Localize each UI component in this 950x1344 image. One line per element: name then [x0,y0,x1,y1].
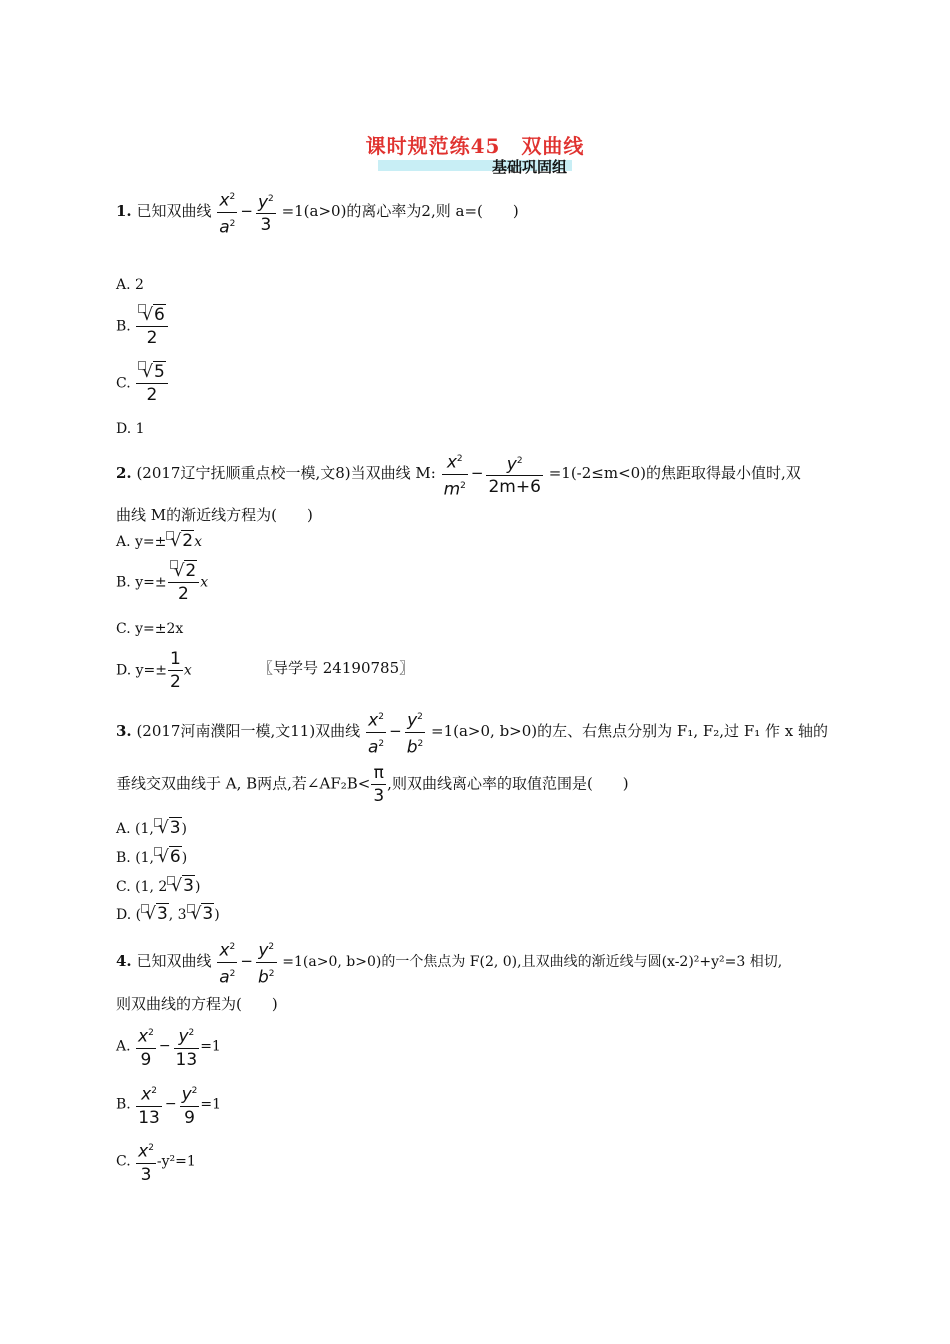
question-number: 1. [116,202,132,221]
option-b: B. y=± $\frac{√2}{2}$ x [116,561,209,604]
option-a: A. y=± √2x [116,531,202,551]
option-a: A. 2 [116,277,144,293]
option-c: C. (1, 2 √3) [116,876,201,896]
question-4-line2: 则双曲线的方程为( ) [116,995,278,1013]
question-2: 2. (2017辽宁抚顺重点校一模,文8)当双曲线 M: $\frac{x^2}{m^2}$ − $\frac{y^2}{2m+6}$ =1(-2≤m<0)的焦距取得最小值时,双 [116,448,801,500]
question-text: =1(a>0)的离心率为2,则 a=( ) [281,202,519,221]
option-b: B. $\frac{x^2}{13}$ − $\frac{y^2}{9}$ =1 [116,1080,221,1129]
option-b: B. $\frac{√6}{2}$ [116,304,169,349]
section-title: 基础巩固组 [492,158,568,176]
question-number: 4. [116,952,132,971]
question-4: 4. 已知双曲线 $\frac{x^2}{a^2}$ − $\frac{y^2}{b^2}$ =1(a>0, b>0)的一个焦点为 F(2, 0),且双曲线的渐近线与圆(x-2)²+y²=3 相切, [116,936,782,988]
option-b: B. (1, √6) [116,847,188,867]
option-c: C. y=±2x [116,621,184,637]
question-2-line2: 曲线 M的渐近线方程为( ) [116,506,313,524]
question-3: 3. (2017河南濮阳一模,文11)双曲线 $\frac{x^2}{a^2}$ − $\frac{y^2}{b^2}$ =1(a>0, b>0)的左、右焦点分别为 F₁, F₂,过 F₁ 作 x 轴的 [116,706,828,758]
option-c: C. $\frac{x^2}{3}$ -y²=1 [116,1137,196,1186]
option-c: C. $\frac{√5}{2}$ [116,361,169,406]
question-text: 已知双曲线 [136,202,212,221]
question-number: 2. [116,464,132,483]
option-a: A. (1, √3) [116,818,187,838]
option-d: D. 1 [116,421,145,437]
guide-number: 〖导学号 24190785〗 [258,659,415,677]
fraction: $\frac{x^2}{a^2}$ [217,186,237,238]
option-d: D. y=± $\frac{1}{2}$ x [116,649,192,692]
question-number: 3. [116,722,132,741]
option-d: D. ( √3, 3 √3) [116,904,220,924]
question-1: 1. 已知双曲线 $\frac{x^2}{a^2}$ − $\frac{y^2}{3}$ =1(a>0)的离心率为2,则 a=( ) [116,186,519,238]
fraction: $\frac{y^2}{3}$ [256,188,276,237]
option-a: A. $\frac{x^2}{9}$ − $\frac{y^2}{13}$ =1 [116,1022,221,1071]
question-3-line2: 垂线交双曲线于 A, B两点,若∠AF₂B< $\frac{\pi}{3}$ ,则双曲线离心率的取值范围是( ) [116,763,629,806]
page-title: 课时规范练45 双曲线 [365,134,585,158]
